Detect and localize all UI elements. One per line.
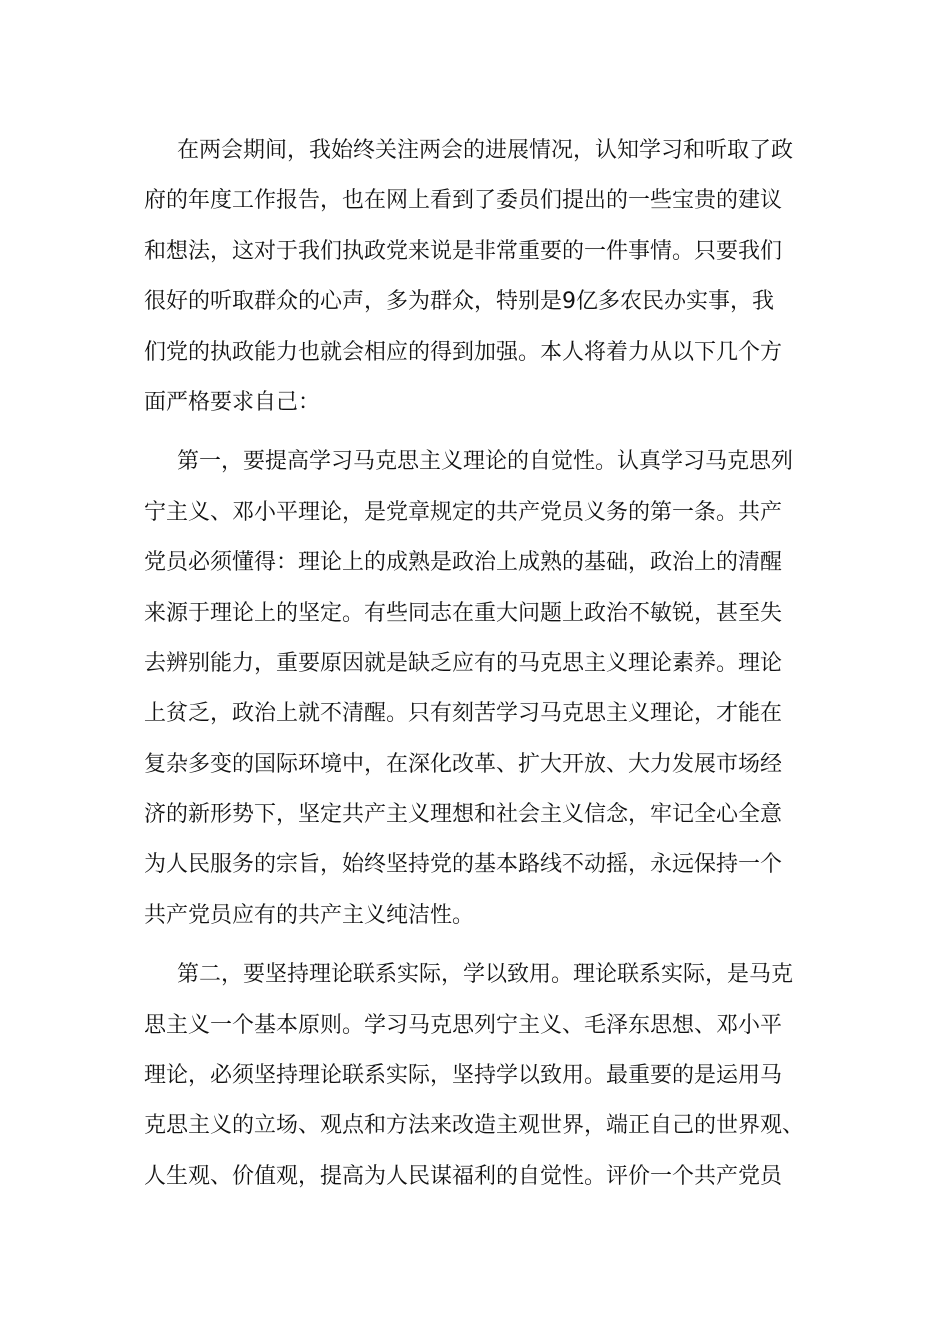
text-line: 党员必须懂得：理论上的成熟是政治上成熟的基础，政治上的清醒 [144,550,783,576]
text-line: 为人民服务的宗旨，始终坚持党的基本路线不动摇，永远保持一个 [144,852,783,878]
text-line: 来源于理论上的坚定。有些同志在重大问题上政治不敏锐，甚至失 [144,600,783,626]
text-line: 们党的执政能力也就会相应的得到加强。本人将着力从以下几个方 [144,339,783,365]
text-line: 和想法，这对于我们执政党来说是非常重要的一件事情。只要我们 [144,238,783,264]
text-line: 第一，要提高学习马克思主义理论的自觉性。认真学习马克思列 [177,449,794,475]
paragraph-intro [144,126,806,428]
text-line: 思主义一个基本原则。学习马克思列宁主义、毛泽东思想、邓小平 [144,1012,783,1038]
paragraph-first-point [144,437,806,941]
text-line: 复杂多变的国际环境中，在深化改革、扩大开放、大力发展市场经 [144,751,783,777]
text-line: 去辨别能力，重要原因就是缺乏应有的马克思主义理论素养。理论 [144,650,783,676]
text-line: 第二，要坚持理论联系实际，学以致用。理论联系实际，是马克 [177,962,794,988]
text-line: 人生观、价值观，提高为人民谋福利的自觉性。评价一个共产党员 [144,1163,783,1189]
paragraph-second-point [144,950,806,1202]
document-body [144,126,806,1211]
text-line: 济的新形势下，坚定共产主义理想和社会主义信念，牢记全心全意 [144,802,783,828]
text-line: 在两会期间，我始终关注两会的进展情况，认知学习和听取了政 [177,138,794,163]
text-line: 面严格要求自己： [144,389,321,415]
text-line: 宁主义、邓小平理论，是党章规定的共产党员义务的第一条。共产 [144,499,783,525]
text-line: 克思主义的立场、观点和方法来改造主观世界，端正自己的世界观、 [144,1113,805,1139]
text-line: 理论，必须坚持理论联系实际，坚持学以致用。最重要的是运用马 [144,1063,783,1089]
text-line: 共产党员应有的共产主义纯洁性。 [144,902,475,928]
text-line: 上贫乏，政治上就不清醒。只有刻苦学习马克思主义理论，才能在 [144,701,783,727]
text-line: 府的年度工作报告，也在网上看到了委员们提出的一些宝贵的建议 [144,188,783,214]
text-line: 很好的听取群众的心声，多为群众，特别是9亿多农民办实事，我 [144,289,774,315]
